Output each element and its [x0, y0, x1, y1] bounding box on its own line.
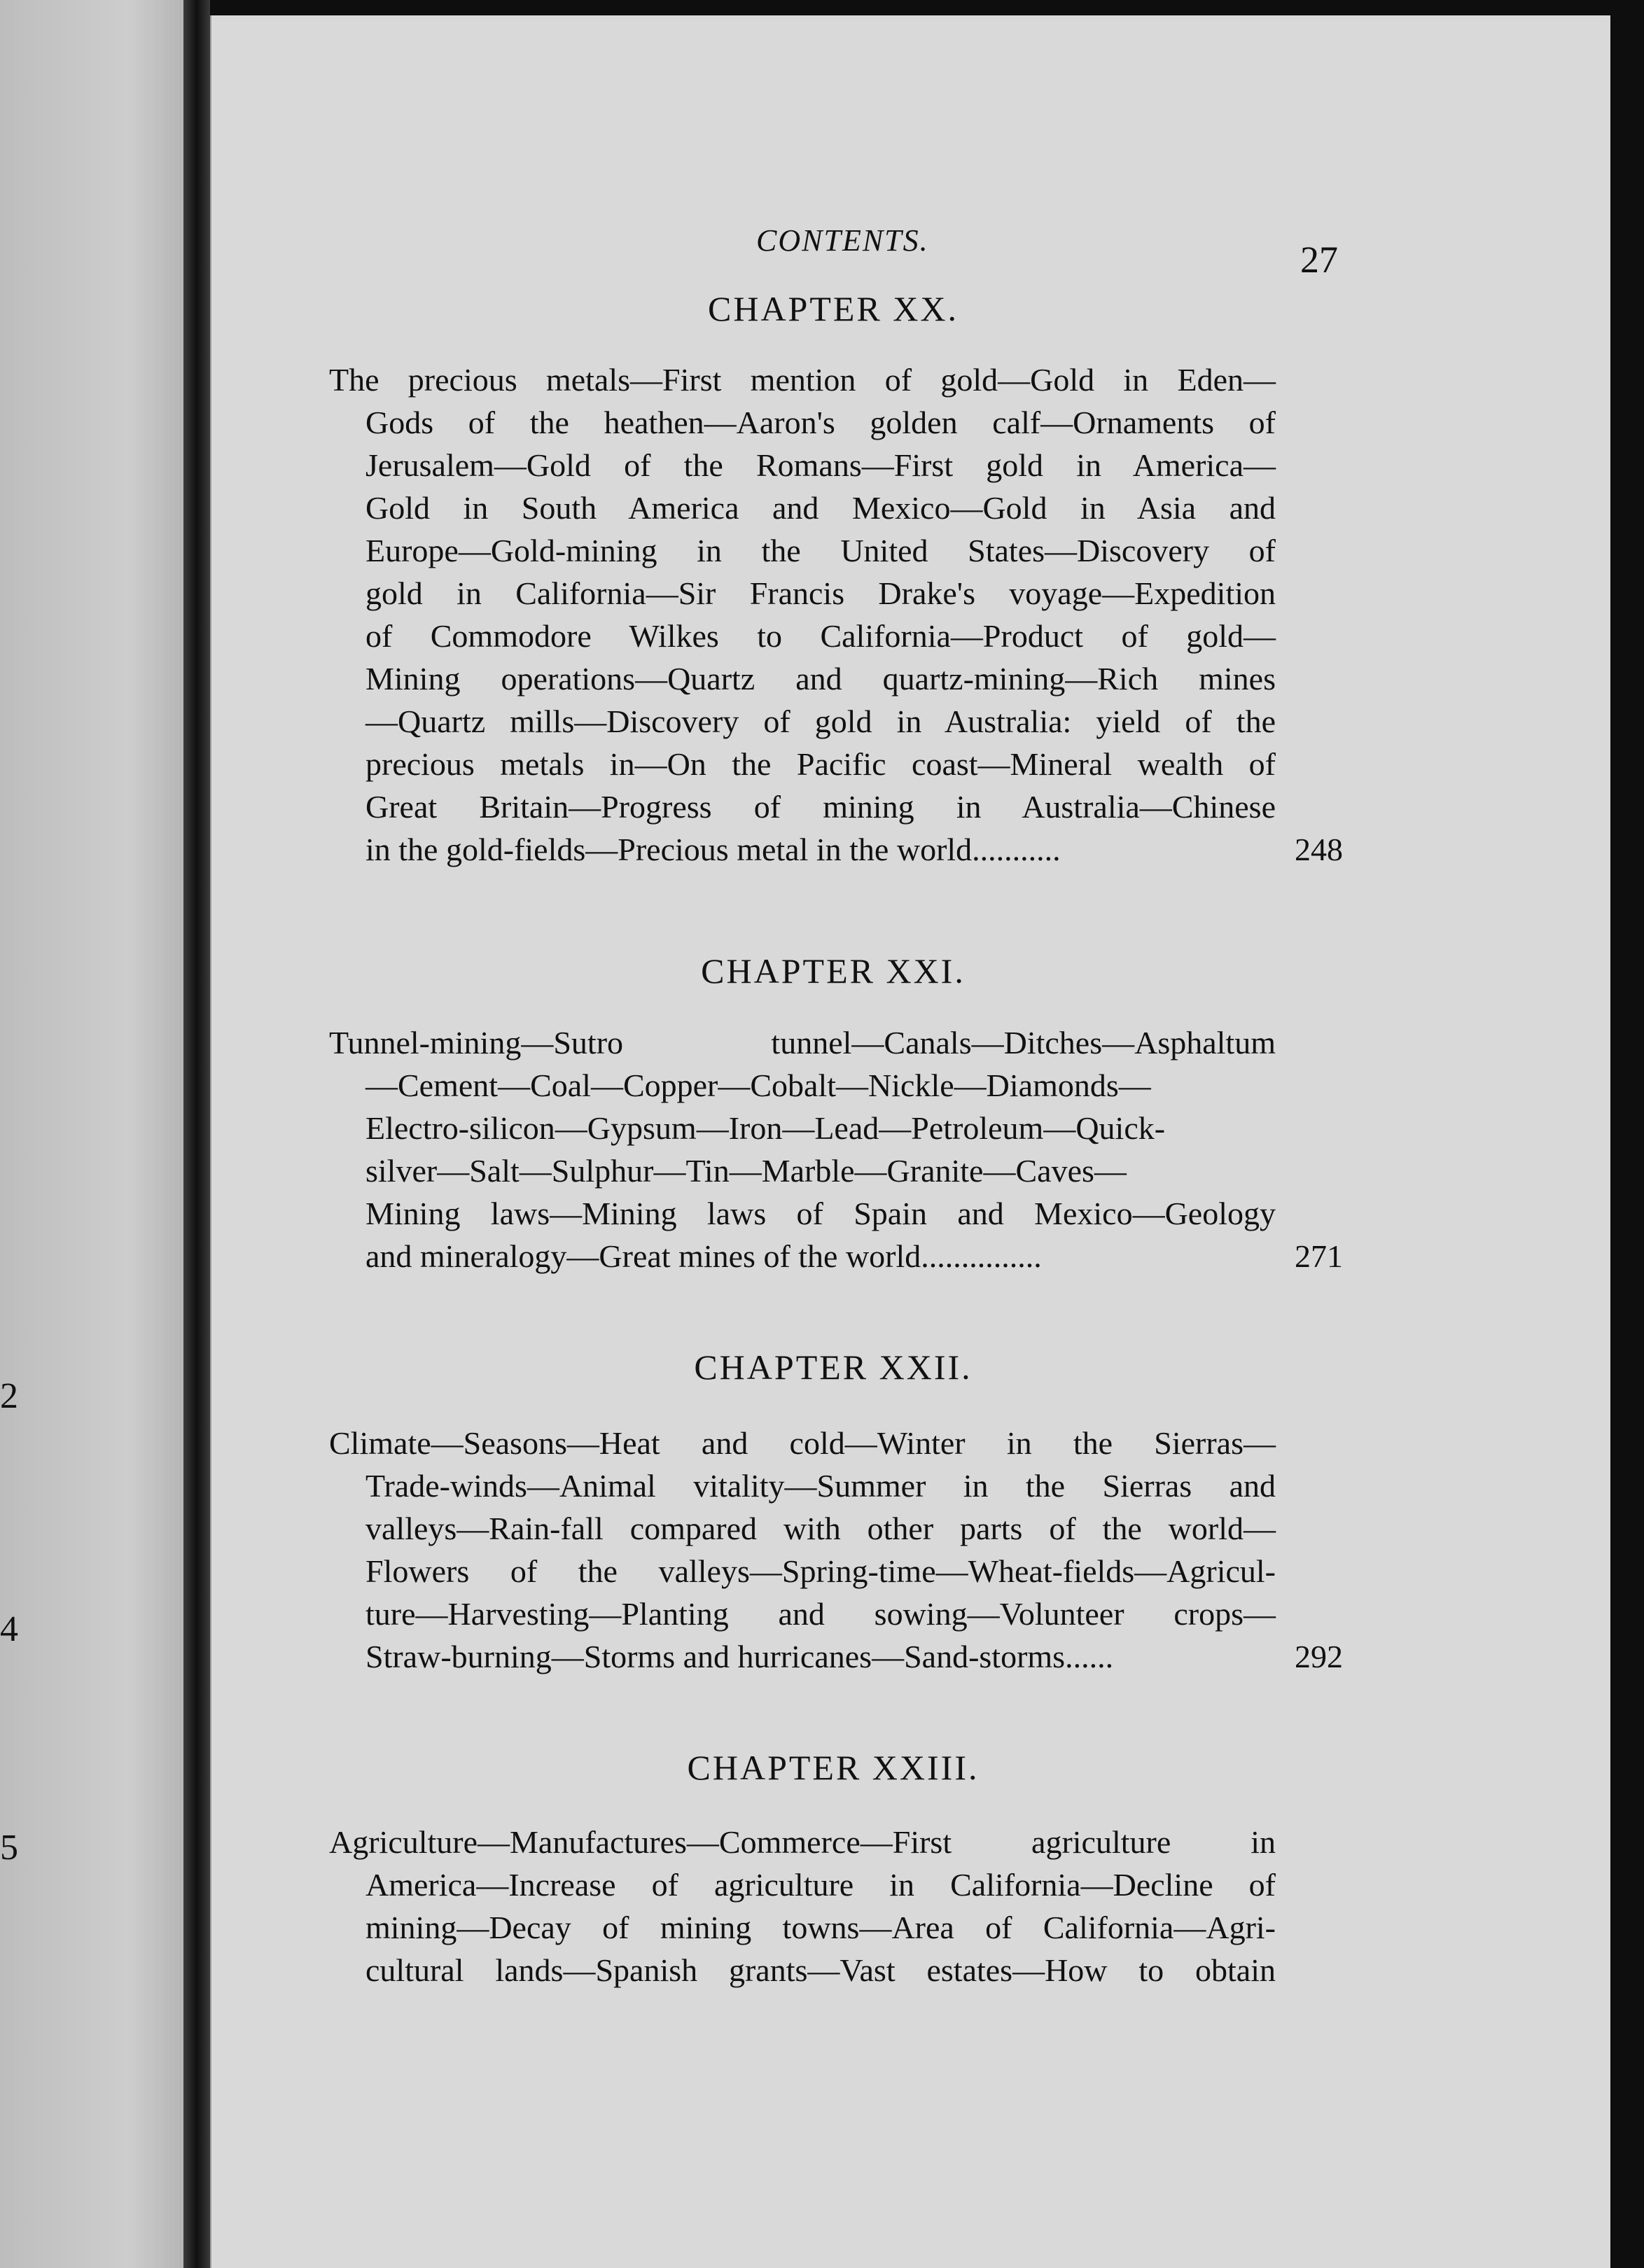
summary-line: gold in California—Sir Francis Drake's voyage—Expedition: [365, 575, 1276, 611]
summary-line: Great Britain—Progress of mining in Australia—Chinese: [365, 789, 1276, 825]
summary-line: Straw-burning—Storms and hurricanes—Sand-storms...... 292: [329, 1635, 1337, 1678]
chapter-heading: CHAPTER XXII.: [694, 1348, 973, 1387]
summary-line: —Cement—Coal—Copper—Cobalt—Nickle—Diamonds—: [365, 1068, 1151, 1103]
summary-line: in the gold-fields—Precious metal in the world........... 248: [329, 828, 1337, 871]
summary-line: Gold in South America and Mexico—Gold in Asia and: [365, 490, 1276, 526]
page-reference: 271: [1295, 1238, 1343, 1274]
summary-line: Trade-winds—Animal vitality—Summer in the Sierras and: [365, 1468, 1276, 1504]
page-number: 27: [1300, 239, 1338, 281]
summary-line: cultural lands—Spanish grants—Vast estates—How to obtain: [365, 1952, 1276, 1988]
running-head: CONTENTS.: [756, 223, 929, 258]
book-gutter: [183, 0, 210, 2268]
page-reference: 248: [1295, 832, 1343, 867]
chapter-heading: CHAPTER XXIII.: [687, 1748, 980, 1787]
summary-line: ture—Harvesting—Planting and sowing—Volunteer crops—: [365, 1596, 1276, 1632]
chapter-heading: CHAPTER XXI.: [701, 951, 966, 990]
summary-line: Flowers of the valleys—Spring-time—Wheat-fields—Agricul-: [365, 1553, 1276, 1589]
summary-line: Tunnel-mining—Sutro tunnel—Canals—Ditches—Asphaltum: [329, 1025, 1276, 1060]
summary-line: of Commodore Wilkes to California—Product of gold—: [365, 618, 1276, 654]
chapter-summary: [329, 1021, 1343, 1278]
edge-page-number: 4: [0, 1609, 18, 1649]
chapter-summary: [329, 358, 1343, 871]
summary-line: and mineralogy—Great mines of the world............... 271: [329, 1235, 1337, 1278]
summary-line: —Quartz mills—Discovery of gold in Australia: yield of the: [365, 704, 1276, 739]
summary-line: valleys—Rain-fall compared with other parts of the world—: [365, 1511, 1276, 1546]
edge-page-number: 2: [0, 1376, 18, 1416]
summary-line: Jerusalem—Gold of the Romans—First gold in America—: [365, 447, 1276, 483]
summary-line: Agriculture—Manufactures—Commerce—First agriculture in: [329, 1824, 1276, 1860]
previous-page-edge: [0, 0, 183, 2268]
summary-line: Climate—Seasons—Heat and cold—Winter in the Sierras—: [329, 1425, 1276, 1461]
summary-line: precious metals in—On the Pacific coast—Mineral wealth of: [365, 746, 1276, 782]
chapter-summary: [329, 1821, 1337, 1991]
chapter-summary: [329, 1422, 1343, 1678]
summary-line: The precious metals—First mention of gold—Gold in Eden—: [329, 362, 1276, 398]
summary-line: Gods of the heathen—Aaron's golden calf—Ornaments of: [365, 405, 1276, 440]
edge-page-number: 5: [0, 1828, 18, 1868]
chapter-heading: CHAPTER XX.: [707, 289, 959, 328]
summary-line: Mining laws—Mining laws of Spain and Mexico—Geology: [365, 1196, 1276, 1231]
summary-line: silver—Salt—Sulphur—Tin—Marble—Granite—Caves—: [365, 1153, 1127, 1189]
summary-line: Electro-silicon—Gypsum—Iron—Lead—Petroleum—Quick-: [365, 1110, 1166, 1146]
summary-line: mining—Decay of mining towns—Area of California—Agri-: [365, 1910, 1276, 1945]
summary-line: Mining operations—Quartz and quartz-mining—Rich mines: [365, 661, 1276, 696]
summary-line: America—Increase of agriculture in California—Decline of: [365, 1867, 1276, 1903]
page-reference: 292: [1295, 1639, 1343, 1674]
summary-line: Europe—Gold-mining in the United States—Discovery of: [365, 533, 1276, 568]
